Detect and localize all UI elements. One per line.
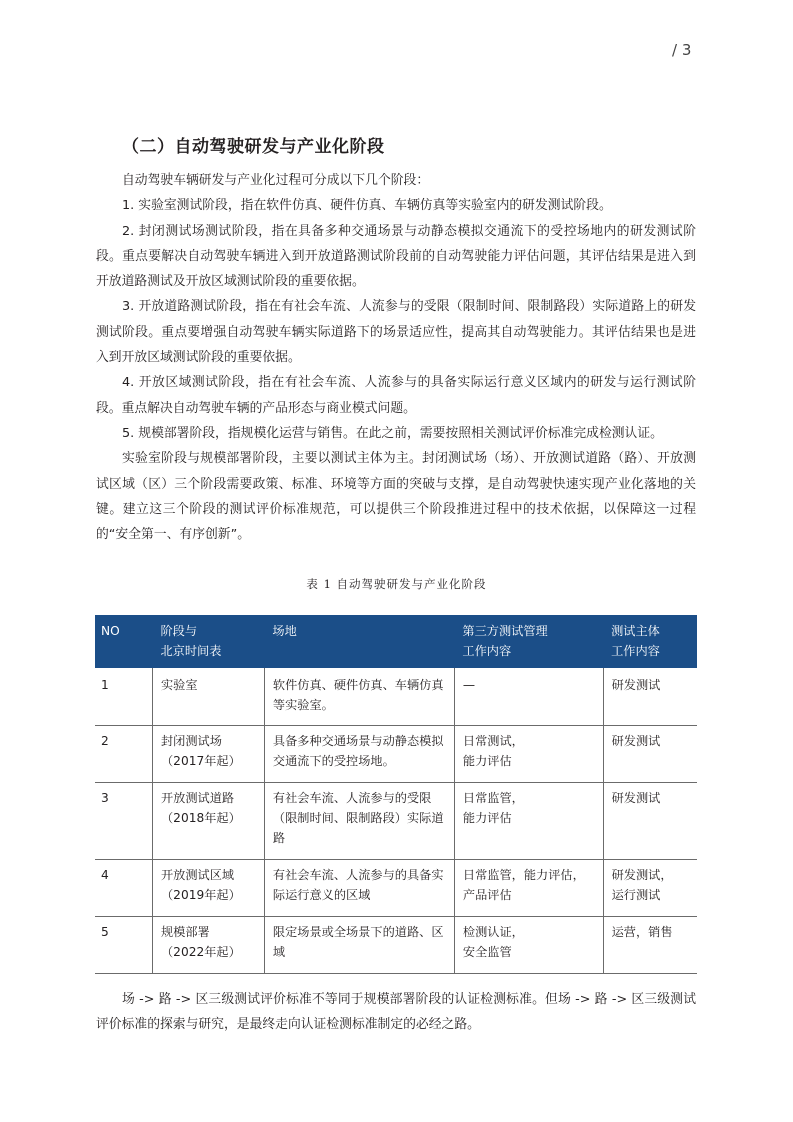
cell-site: 有社会车流、人流参与的受限（限制时间、限制路段）实际道路 [264, 782, 454, 859]
header-stage-line2: 北京时间表 [160, 644, 222, 658]
cell-site: 具备多种交通场景与动静态模拟交通流下的受控场地。 [264, 725, 454, 782]
cell-stage [153, 668, 265, 725]
cell-test-subject-text: 研发测试， [611, 867, 673, 882]
cell-third-party [454, 668, 603, 725]
header-stage [153, 615, 265, 668]
cell-third-party-text-2: 能力评估 [462, 753, 512, 768]
cell-third-party-text: 日常监管， [462, 790, 524, 805]
cell-stage [153, 859, 265, 916]
header-third-party [454, 615, 603, 668]
cell-stage-name: 规模部署 [161, 924, 210, 939]
paragraph-stage-2: 2. 封闭测试场测试阶段，指在具备多种交通场景与动静态模拟交通流下的受控场地内的研发测试阶段。重点要解决自动驾驶车辆进入到开放道路测试阶段前的自动驾驶能力评估问题，其评估结果是进入到开放道路测试及开放区域测试阶段的重要依据。 [96, 223, 696, 290]
body-text [96, 168, 696, 547]
closing-note [96, 987, 696, 1038]
paragraph-stage-1: 1. 实验室测试阶段，指在软件仿真、硬件仿真、车辆仿真等实验室内的研发测试阶段。 [122, 198, 612, 214]
header-subject-line2: 工作内容 [611, 644, 660, 658]
cell-stage [153, 782, 265, 859]
header-subject-line1: 测试主体 [611, 624, 660, 638]
table-header-row [95, 615, 697, 668]
cell-site: 限定场景或全场景下的道路、区域 [264, 916, 454, 973]
cell-test-subject-text-2: 运行测试 [611, 887, 661, 902]
cell-stage-name: 封闭测试场 [161, 733, 222, 748]
cell-no: 5 [95, 916, 153, 973]
header-test-subject [603, 615, 697, 668]
paragraph-summary: 实验室阶段与规模部署阶段，主要以测试主体为主。封闭测试场（场）、开放测试道路（路）、开放测试区域（区）三个阶段需要政策、标准、环境等方面的突破与支撑，是自动驾驶快速实现产业化落地的关键。建立这三个阶段的测试评价标准规范，可以提供三个阶段推进过程中的技术依据，以保障这一过程的“安全第一、有序创新”。 [96, 451, 696, 543]
cell-third-party-text: — [462, 678, 476, 692]
cell-test-subject: 研发测试 [603, 725, 697, 782]
cell-stage-name: 开放测试道路 [161, 790, 235, 805]
cell-test-subject: 运营，销售 [603, 916, 697, 973]
header-third-line2: 工作内容 [462, 644, 512, 658]
section-heading: （二）自动驾驶研发与产业化阶段 [122, 137, 385, 157]
table-row [95, 725, 697, 782]
cell-stage-year: （2022年起） [161, 944, 241, 959]
table-caption: 表 1 自动驾驶研发与产业化阶段 [306, 577, 487, 591]
paragraph-stage-3: 3. 开放道路测试阶段，指在有社会车流、人流参与的受限（限制时间、限制路段）实际道路上的研发测试阶段。重点要增强自动驾驶车辆实际道路下的场景适应性，提高其自动驾驶能力。其评估结果也是进入到开放区域测试阶段的重要依据。 [96, 299, 696, 366]
cell-stage [153, 725, 265, 782]
cell-stage-year: （2018年起） [161, 810, 241, 825]
cell-no: 1 [95, 668, 153, 725]
cell-site: 有社会车流、人流参与的具备实际运行意义的区域 [264, 859, 454, 916]
cell-third-party-text-2: 安全监管 [462, 944, 512, 959]
cell-third-party-text: 日常测试， [462, 733, 524, 748]
cell-test-subject: 研发测试 [603, 668, 697, 725]
paragraph-intro: 自动驾驶车辆研发与产业化过程可分成以下几个阶段： [122, 173, 430, 188]
table-row [95, 668, 697, 725]
cell-stage [153, 916, 265, 973]
table-row [95, 859, 697, 916]
cell-third-party-text: 检测认证， [462, 924, 524, 939]
paragraph-stage-5: 5. 规模部署阶段，指规模化运营与销售。在此之前，需要按照相关测试评价标准完成检测认证。 [122, 425, 663, 441]
paragraph-stage-4: 4. 开放区域测试阶段，指在有社会车流、人流参与的具备实际运行意义区域内的研发与运行测试阶段。重点解决自动驾驶车辆的产品形态与商业模式问题。 [96, 375, 696, 416]
cell-third-party [454, 859, 603, 916]
table-row [95, 916, 697, 973]
cell-third-party [454, 782, 603, 859]
stages-table [95, 615, 697, 974]
header-no: NO [95, 615, 153, 668]
cell-no: 4 [95, 859, 153, 916]
cell-test-subject: 研发测试 [603, 782, 697, 859]
cell-third-party-text: 日常监管，能力评估， [462, 867, 585, 882]
cell-test-subject [603, 859, 697, 916]
header-stage-line1: 阶段与 [160, 624, 198, 638]
cell-third-party-text-2: 能力评估 [462, 810, 512, 825]
table-row [95, 782, 697, 859]
cell-stage-name: 开放测试区域 [161, 867, 235, 882]
cell-no: 2 [95, 725, 153, 782]
page-number: / 3 [672, 41, 692, 59]
cell-stage-year: （2019年起） [161, 887, 241, 902]
cell-no: 3 [95, 782, 153, 859]
cell-third-party-text-2: 产品评估 [462, 887, 512, 902]
cell-stage-name: 实验室 [161, 678, 198, 692]
cell-third-party [454, 916, 603, 973]
header-third-line1: 第三方测试管理 [462, 624, 548, 638]
header-site: 场地 [264, 615, 454, 668]
cell-third-party [454, 725, 603, 782]
cell-site: 软件仿真、硬件仿真、车辆仿真等实验室。 [264, 668, 454, 725]
paragraph-note: 场 -> 路 -> 区三级测试评价标准不等同于规模部署阶段的认证检测标准。但场 -> 路 -> 区三级测试评价标准的探索与研究，是最终走向认证检测标准制定的必经之路。 [96, 992, 696, 1033]
cell-stage-year: （2017年起） [161, 753, 241, 768]
